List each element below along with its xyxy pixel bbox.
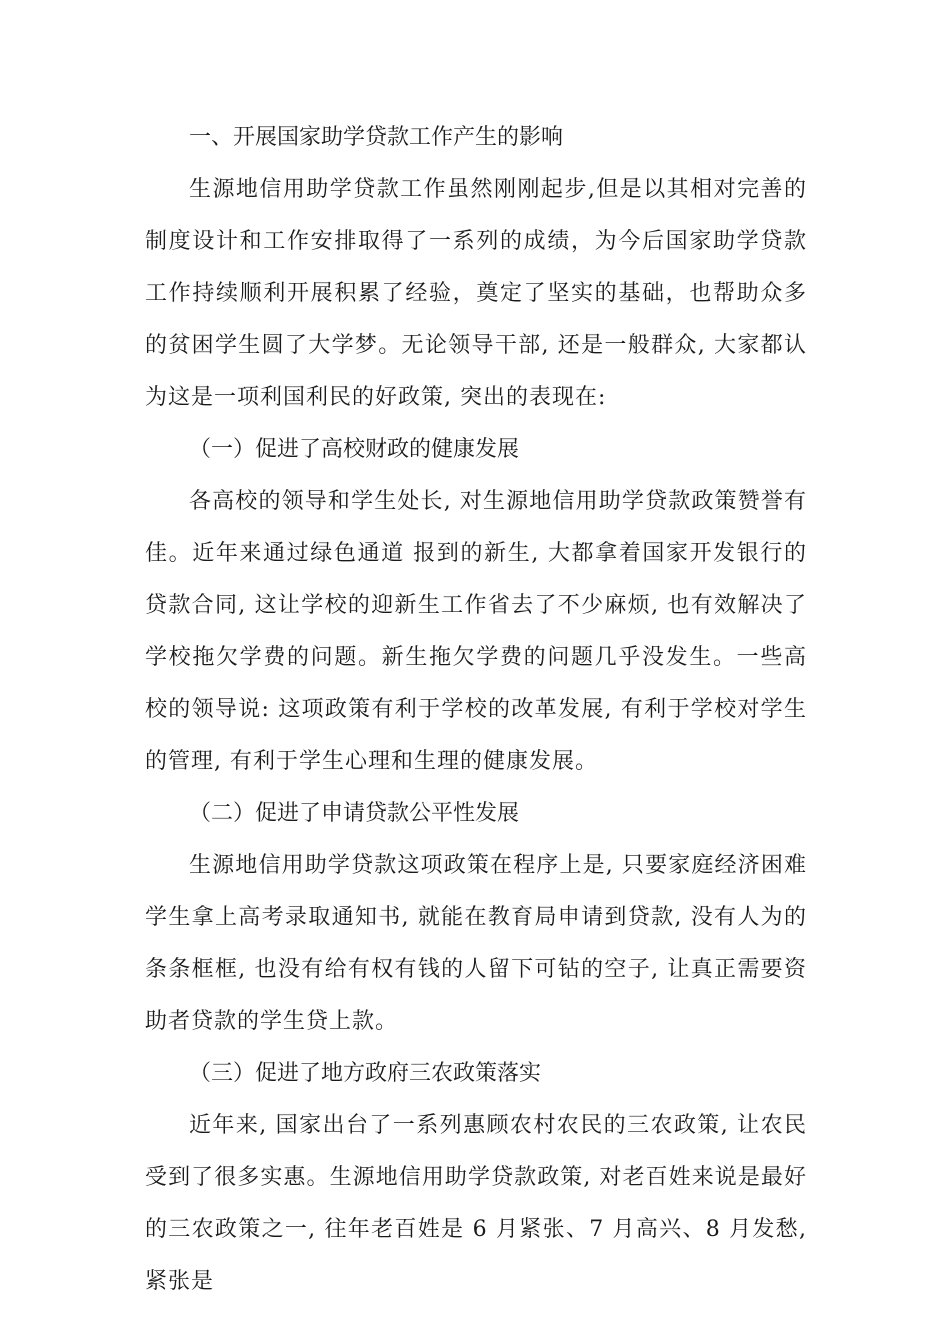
body-paragraph: 生源地信用助学贷款工作虽然刚刚起步,但是以其相对完善的制度设计和工作安排取得了一系列的成绩，为今后国家助学贷款工作持续顺利开展积累了经验，奠定了坚实的基础，也帮助众多的贫困学生圆了大学梦。无论领导干部, 还是一般群众, 大家都认为这是一项利国利民的好政策, 突出的表现在: [145, 177, 807, 410]
document-page [145, 112, 807, 1308]
section-heading: 一、开展国家助学贷款工作产生的影响 [189, 125, 564, 150]
subsection-heading: （二）促进了申请贷款公平性发展 [189, 801, 520, 826]
subsection-heading: （一）促进了高校财政的健康发展 [189, 437, 520, 462]
body-paragraph: 各高校的领导和学生处长, 对生源地信用助学贷款政策赞誉有佳。近年来通过绿色通道 报到的新生, 大都拿着国家开发银行的贷款合同, 这让学校的迎新生工作省去了不少麻烦, 也有效解决了学校拖欠学费的问题。新生拖欠学费的问题几乎没发生。一些高校的领导说: 这项政策有利于学校的改革发展, 有利于学校对学生的管理, 有利于学生心理和生理的健康发展。 [145, 489, 807, 774]
subsection-heading: （三）促进了地方政府三农政策落实 [189, 1061, 542, 1086]
body-paragraph: 生源地信用助学贷款这项政策在程序上是, 只要家庭经济困难学生拿上高考录取通知书, 就能在教育局申请到贷款, 没有人为的条条框框, 也没有给有权有钱的人留下可钻的空子, 让真正需要资助者贷款的学生贷上款。 [145, 853, 807, 1034]
body-paragraph: 近年来, 国家出台了一系列惠顾农村农民的三农政策, 让农民受到了很多实惠。生源地信用助学贷款政策, 对老百姓来说是最好的三农政策之一, 往年老百姓是 6 月紧张、7 月高兴、8 月发愁, 紧张是 [145, 1113, 807, 1294]
